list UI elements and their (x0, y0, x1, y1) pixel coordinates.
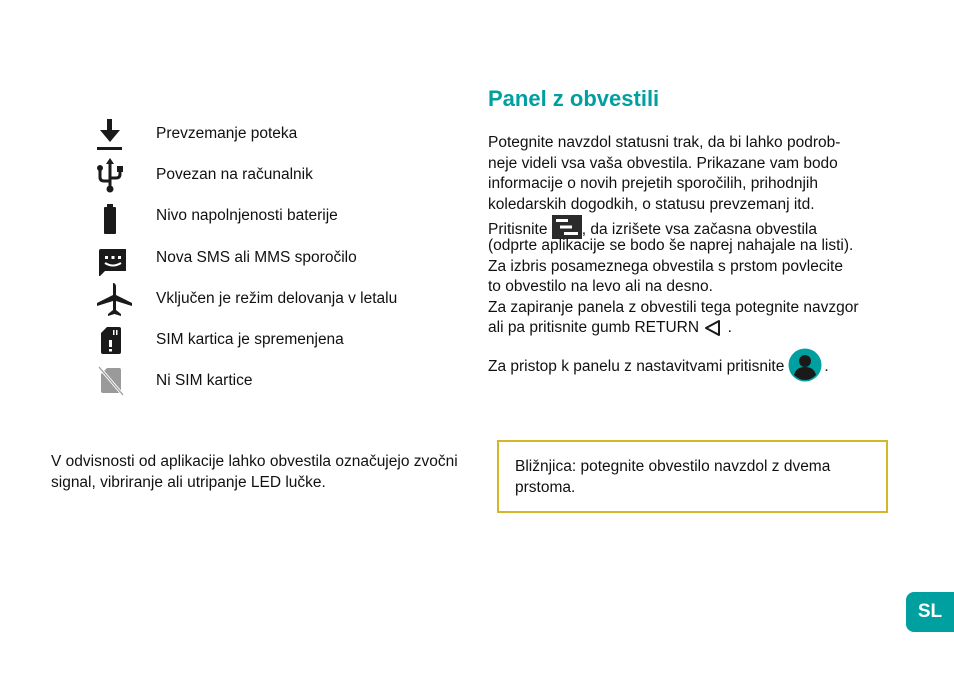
settings-avatar-icon (788, 348, 822, 387)
body-line (488, 215, 908, 239)
status-row-sim-changed (94, 322, 454, 358)
status-row-download (94, 116, 454, 152)
status-row-message (94, 240, 454, 276)
body-line: Za zapiranje panela z obvestili tega potegnite navzgor (488, 298, 859, 316)
status-label: Povezan na računalnik (156, 166, 313, 183)
sim-card-icon (94, 322, 126, 358)
notification-signal-note: V odvisnosti od aplikacije lahko obvestila označujejo zvočni signal, vibriranje ali utripanje LED lučke. (51, 453, 458, 491)
body-line: neje videli vsa vaša obvestila. Prikazane vam bodo (488, 154, 838, 172)
status-row-battery (94, 198, 454, 234)
no-sim-icon (94, 363, 126, 399)
settings-instruction (488, 350, 829, 384)
body-text: , da izrišete vsa začasna obvestila (581, 221, 817, 239)
status-label: Nivo napolnjenosti baterije (156, 207, 338, 224)
status-label: Ni SIM kartice (156, 372, 253, 389)
battery-icon (94, 198, 126, 234)
status-label: SIM kartica je spremenjena (156, 331, 344, 348)
settings-text-end: . (824, 358, 829, 375)
section-title: Panel z obvestili (488, 86, 660, 111)
body-text: . (723, 319, 732, 337)
body-line (488, 318, 908, 339)
airplane-icon (94, 281, 126, 317)
status-row-no-sim (94, 363, 454, 399)
status-label: Vključen je režim delovanja v letalu (156, 290, 398, 307)
notification-panel-text (488, 133, 908, 339)
status-label: Prevzemanje poteka (156, 125, 298, 142)
body-line: (odprte aplikacije se bodo še naprej nahajale na listi). (488, 236, 854, 254)
body-line: to obvestilo na levo ali na desno. (488, 278, 713, 296)
usb-icon (94, 157, 126, 193)
body-line: koledarskih dogodkih, o statusu prevzemanj itd. (488, 195, 815, 213)
shortcut-tip-box (497, 440, 888, 513)
body-line: Za izbris posameznega obvestila s prstom povlecite (488, 257, 843, 275)
status-row-airplane (94, 281, 454, 317)
status-label: Nova SMS ali MMS sporočilo (156, 249, 357, 266)
body-line: informacije o novih prejetih sporočilih, prihodnjih (488, 175, 818, 193)
shortcut-tip-text: Bližnjica: potegnite obvestilo navzdol z dvema prstoma. (515, 458, 831, 496)
language-tab: SL (906, 592, 954, 632)
status-row-usb (94, 157, 454, 193)
back-triangle-icon (703, 319, 723, 344)
download-icon (94, 116, 126, 152)
body-text: ali pa pritisnite gumb RETURN (488, 319, 704, 337)
body-text: Pritisnite (488, 221, 552, 239)
message-icon (94, 240, 126, 276)
body-line: Potegnite navzdol statusni trak, da bi lahko podrob- (488, 134, 841, 151)
settings-text: Za pristop k panelu z nastavitvami pritisnite (488, 358, 785, 375)
